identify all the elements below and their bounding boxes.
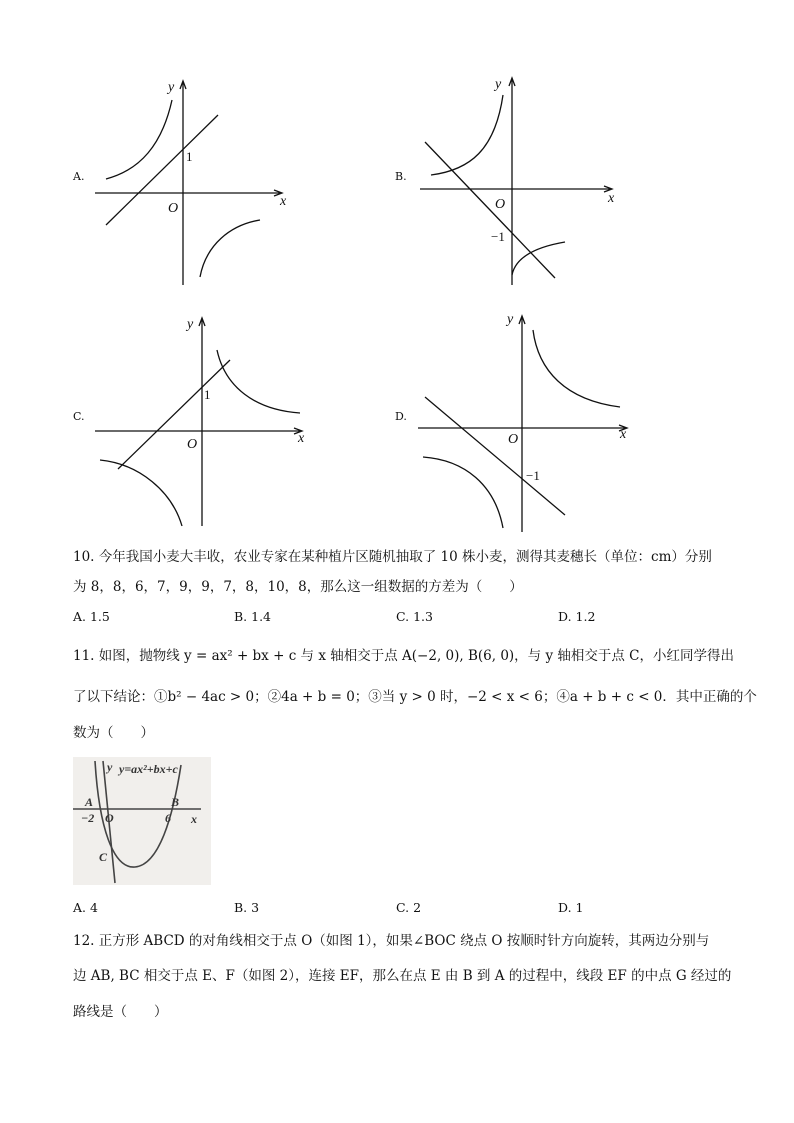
line-graph [425, 142, 555, 278]
graph-option-a [90, 75, 300, 290]
y-intercept-label: −1 [526, 468, 540, 483]
question-10-line-1: 10. 今年我国小麦大丰收，农业专家在某种植片区随机抽取了 10 株小麦，测得其麦穗长（单位：cm）分别 [73, 549, 712, 565]
tick-neg2-label: −2 [81, 811, 95, 825]
q11-choice-c: C. 2 [396, 900, 422, 915]
parabola-figure [73, 757, 211, 885]
q11-choice-d: D. 1 [558, 900, 584, 915]
question-12-line-2: 边 AB, BC 相交于点 E、F（如图 2），连接 EF，那么在点 E 由 B 到 A 的过程中，线段 EF 的中点 G 经过的 [73, 968, 732, 984]
hyperbola-branch-upper-left [431, 95, 503, 175]
q10-choice-b: B. 1.4 [234, 609, 272, 624]
question-10-line-2: 为 8，8，6，7，9，9，7，8，10，8，那么这一组数据的方差为（ ） [73, 579, 523, 595]
origin-label: O [105, 811, 114, 825]
origin-label: O [168, 201, 179, 216]
hyperbola-branch-lower-left [100, 460, 182, 526]
question-11-line-2: 了以下结论：①b² − 4ac > 0；②4a + b = 0；③当 y > 0 时，−2 < x < 6；④a + b + c < 0．其中正确的个 [73, 689, 757, 705]
origin-label: O [508, 432, 519, 447]
q11-choice-a: A. 4 [73, 900, 98, 915]
question-11-line-3: 数为（ ） [73, 725, 154, 741]
equation-label: y=ax²+bx+c [119, 762, 178, 776]
option-letter-d: D. [395, 410, 407, 423]
q11-choice-b: B. 3 [234, 900, 260, 915]
point-b-label: B [171, 795, 180, 809]
option-letter-b: B. [395, 170, 407, 183]
hyperbola-branch-upper-right [217, 350, 300, 413]
graph-option-b [415, 70, 625, 290]
q10-choice-a: A. 1.5 [73, 609, 110, 624]
x-axis-label: x [620, 427, 627, 442]
y-intercept-label: 1 [204, 387, 211, 402]
line-graph [425, 397, 565, 515]
origin-label: O [495, 197, 506, 212]
tick-6-label: 6 [165, 811, 171, 825]
hyperbola-branch-lower-right [512, 242, 565, 275]
hyperbola-branch-upper-left [106, 100, 172, 179]
line-graph [118, 360, 230, 469]
origin-label: O [187, 437, 198, 452]
question-12-line-1: 12. 正方形 ABCD 的对角线相交于点 O（如图 1），如果∠BOC 绕点 O 按顺时针方向旋转，其两边分别与 [73, 933, 710, 949]
y-axis-label: y [495, 77, 502, 92]
option-letter-c: C. [73, 410, 85, 423]
point-a-label: A [85, 795, 94, 809]
option-letter-a: A. [73, 170, 85, 183]
q10-choice-c: C. 1.3 [396, 609, 433, 624]
y-intercept-label: 1 [186, 149, 193, 164]
y-axis-label: y [507, 312, 514, 327]
question-11-line-1: 11. 如图，抛物线 y = ax² + bx + c 与 x 轴相交于点 A(−2, 0), B(6, 0)，与 y 轴相交于点 C，小红同学得出 [73, 648, 735, 664]
point-c-label: C [99, 850, 108, 864]
y-axis-label: y [187, 317, 194, 332]
y-axis-label: y [168, 80, 175, 95]
graph-option-d [415, 310, 635, 535]
hyperbola-branch-lower-right [200, 220, 260, 277]
y-intercept-label: −1 [491, 229, 505, 244]
hyperbola-branch-lower-left [423, 457, 503, 528]
q10-choice-d: D. 1.2 [558, 609, 596, 624]
x-axis-label: x [191, 812, 197, 826]
y-axis-label: y [107, 760, 113, 774]
question-12-line-3: 路线是（ ） [73, 1004, 168, 1020]
x-axis-label: x [608, 191, 615, 206]
graph-option-c [90, 312, 310, 532]
hyperbola-branch-upper-right [533, 330, 620, 407]
x-axis-label: x [280, 194, 287, 209]
x-axis-label: x [298, 431, 305, 446]
